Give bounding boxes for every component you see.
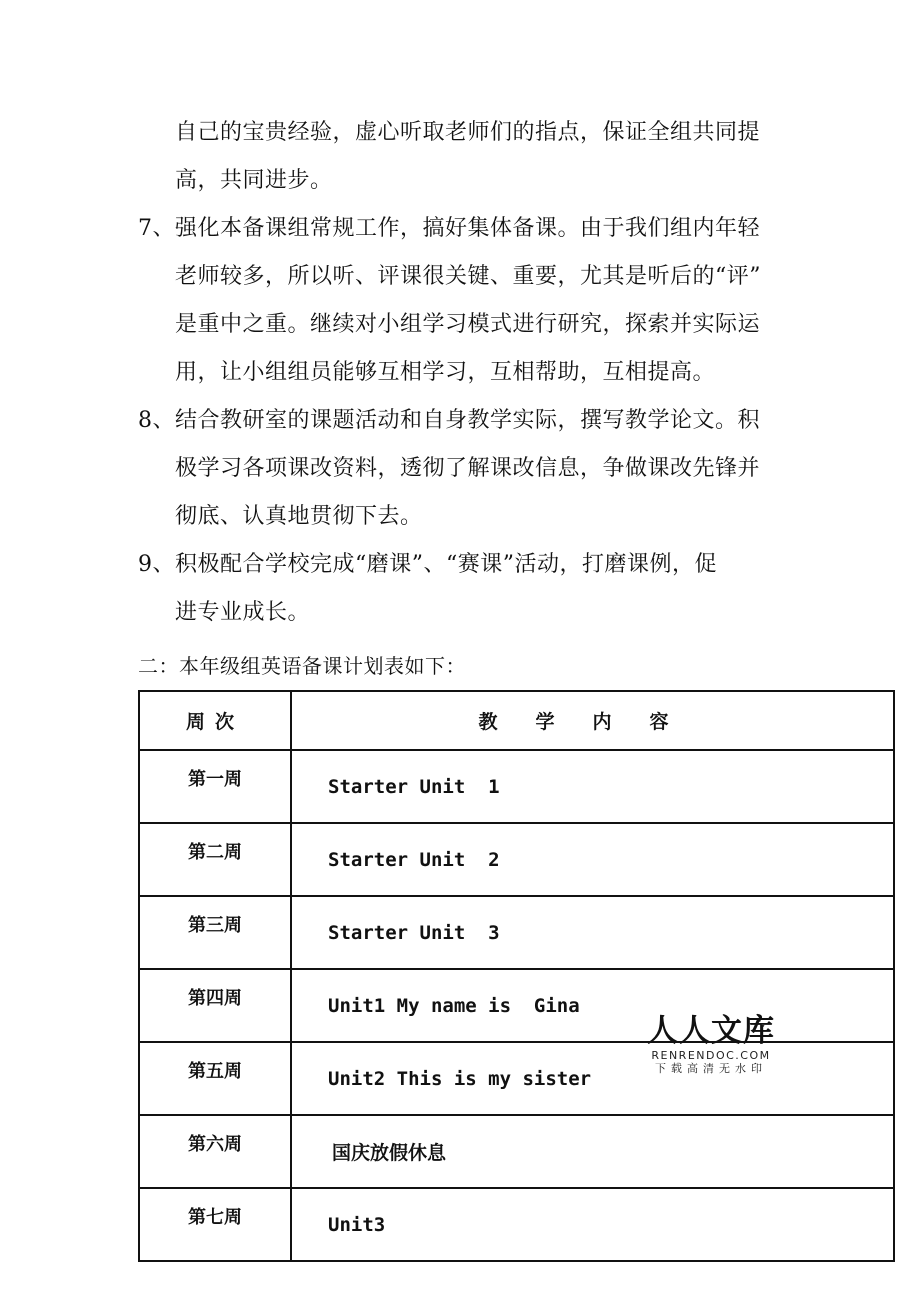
paragraph-line: 用，让小组组员能够互相学习，互相帮助，互相提高。 xyxy=(175,360,716,385)
paragraph-line: 自己的宝贵经验，虚心听取老师们的指点，保证全组共同提 xyxy=(175,120,761,145)
table-row xyxy=(139,750,894,823)
watermark-subtitle: 下载高清无水印 xyxy=(655,1062,767,1075)
content-cell: Starter Unit 2 xyxy=(291,823,894,896)
table-header-row xyxy=(139,691,894,750)
paragraph-line: 积极配合学校完成“磨课”、“赛课”活动，打磨课例，促 xyxy=(175,552,717,577)
lesson-plan-table xyxy=(138,690,895,1262)
paragraph-line: 是重中之重。继续对小组学习模式进行研究，探索并实际运 xyxy=(175,312,761,337)
paragraph-line: 强化本备课组常规工作，搞好集体备课。由于我们组内年轻 xyxy=(175,216,761,241)
table-row xyxy=(139,969,894,1042)
paragraph-line: 极学习各项课改资料，透彻了解课改信息，争做课改先锋并 xyxy=(175,456,761,481)
list-number: 7、 xyxy=(138,216,175,241)
week-cell: 第三周 xyxy=(139,896,291,969)
content-cell: Starter Unit 3 xyxy=(291,896,894,969)
week-cell: 第五周 xyxy=(139,1042,291,1115)
week-cell: 第七周 xyxy=(139,1188,291,1261)
list-item-7 xyxy=(138,214,760,244)
table-row xyxy=(139,1115,894,1188)
content-cell: Unit3 xyxy=(291,1188,894,1261)
content-cell: Unit2 This is my sister xyxy=(291,1042,894,1115)
content-cell: Unit1 My name is Gina xyxy=(291,969,894,1042)
table-row xyxy=(139,1188,894,1261)
header-week: 周次 xyxy=(139,691,291,750)
table-row xyxy=(139,1042,894,1115)
list-number: 9、 xyxy=(138,552,175,577)
paragraph-line: 进专业成长。 xyxy=(175,600,311,625)
content-cell: 国庆放假休息 xyxy=(291,1115,894,1188)
list-item-8 xyxy=(138,406,760,436)
header-content: 教学内容 xyxy=(291,691,894,750)
content-cell: Starter Unit 1 xyxy=(291,750,894,823)
week-cell: 第一周 xyxy=(139,750,291,823)
paragraph-line: 结合教研室的课题活动和自身教学实际，撰写教学论文。积 xyxy=(175,408,761,433)
section-heading: 二：本年级组英语备课计划表如下： xyxy=(138,654,466,678)
watermark-logo xyxy=(646,1013,776,1076)
week-cell: 第六周 xyxy=(139,1115,291,1188)
watermark-url: RENRENDOC.COM xyxy=(651,1049,771,1062)
paragraph-line: 老师较多，所以听、评课很关键、重要，尤其是听后的“评” xyxy=(175,264,761,289)
paragraph-line: 高，共同进步。 xyxy=(175,168,333,193)
list-number: 8、 xyxy=(138,408,175,433)
table-row xyxy=(139,896,894,969)
table-row xyxy=(139,823,894,896)
paragraph-line: 彻底、认真地贯彻下去。 xyxy=(175,504,423,529)
list-item-9 xyxy=(138,550,717,580)
week-cell: 第二周 xyxy=(139,823,291,896)
watermark-title: 人人文库 xyxy=(647,1013,775,1049)
week-cell: 第四周 xyxy=(139,969,291,1042)
